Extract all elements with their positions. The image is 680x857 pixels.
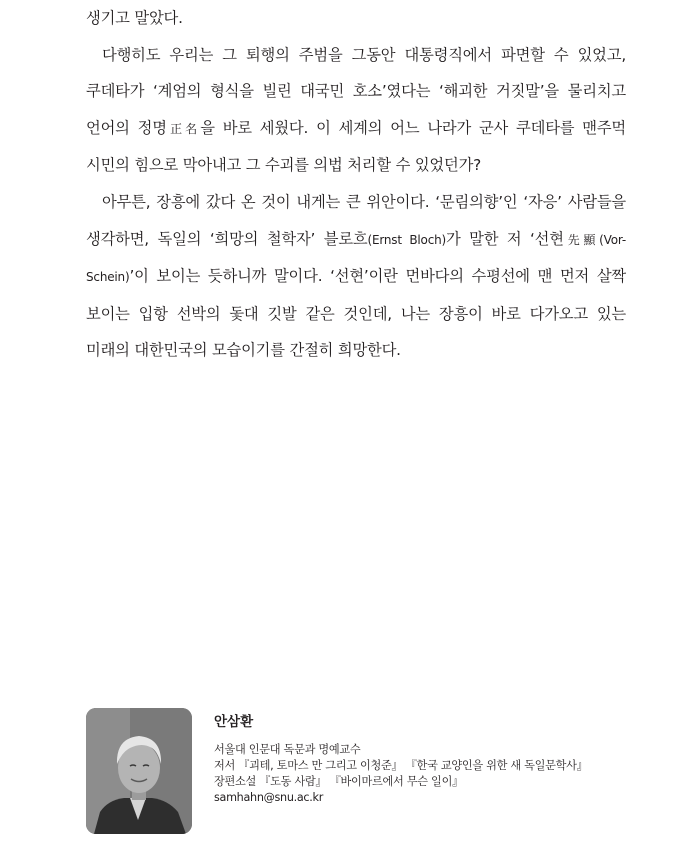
paragraph-ending [86, 0, 626, 37]
article-body [86, 0, 626, 369]
name-annotation: (Ernst Bloch) [367, 232, 446, 247]
paragraph-jangheung [86, 184, 626, 369]
author-name: 안삼환 [214, 714, 254, 730]
author-title: 서울대 인문대 독문과 명예교수 [214, 743, 361, 756]
hanja-annotation: 正名 [166, 121, 201, 136]
paragraph-text: 생기고 말았다. [86, 9, 183, 27]
author-photo [86, 708, 192, 834]
term-annotation: 先顯(Vor-Schein) [86, 232, 626, 285]
paragraph-impeachment [86, 37, 626, 184]
author-books: 저서 『괴테, 토마스 만 그리고 이청준』 『한국 교양인을 위한 새 독일문학사』 [214, 759, 588, 772]
author-info [214, 708, 644, 806]
author-email[interactable]: samhahn@snu.ac.kr [214, 791, 324, 804]
paragraph-text: 을 바로 세웠다. 이 세계의 어느 나라가 군사 쿠데타를 맨주먹 시민의 힘으로 막아내고 그 수괴를 의법 처리할 수 있었던가? [86, 118, 627, 175]
paragraph-text: 아무튼, 장흥에 갔다 온 것이 내게는 큰 위안이다. ‘문림의향’인 ‘자응’ 사람들을 생각하면, 독일의 ‘희망의 철학자’ 블로흐 [86, 192, 626, 248]
paragraph-text: 다행히도 우리는 그 퇴행의 주범을 그동안 대통령직에서 파면할 수 있었고, 쿠데타가 ‘계엄의 형식을 빌린 대국민 호소’였다는 ‘해괴한 거짓말’을 물리치고 언어의 정명 [86, 45, 626, 137]
author-novels: 장편소설 『도동 사람』 『바이마르에서 무슨 일이』 [214, 775, 463, 788]
paragraph-text: 가 말한 저 ‘선현 [445, 229, 564, 248]
paragraph-text: ’이 보이는 듯하니까 말이다. ‘선현’이란 먼바다의 수평선에 맨 먼저 살짝 보이는 입항 선박의 돛대 깃발 같은 것인데, 나는 장흥이 바로 다가오고 있는 미래의 대한민국의 모습이기를 간절히 희망한다. [86, 267, 626, 360]
author-card [86, 708, 646, 838]
